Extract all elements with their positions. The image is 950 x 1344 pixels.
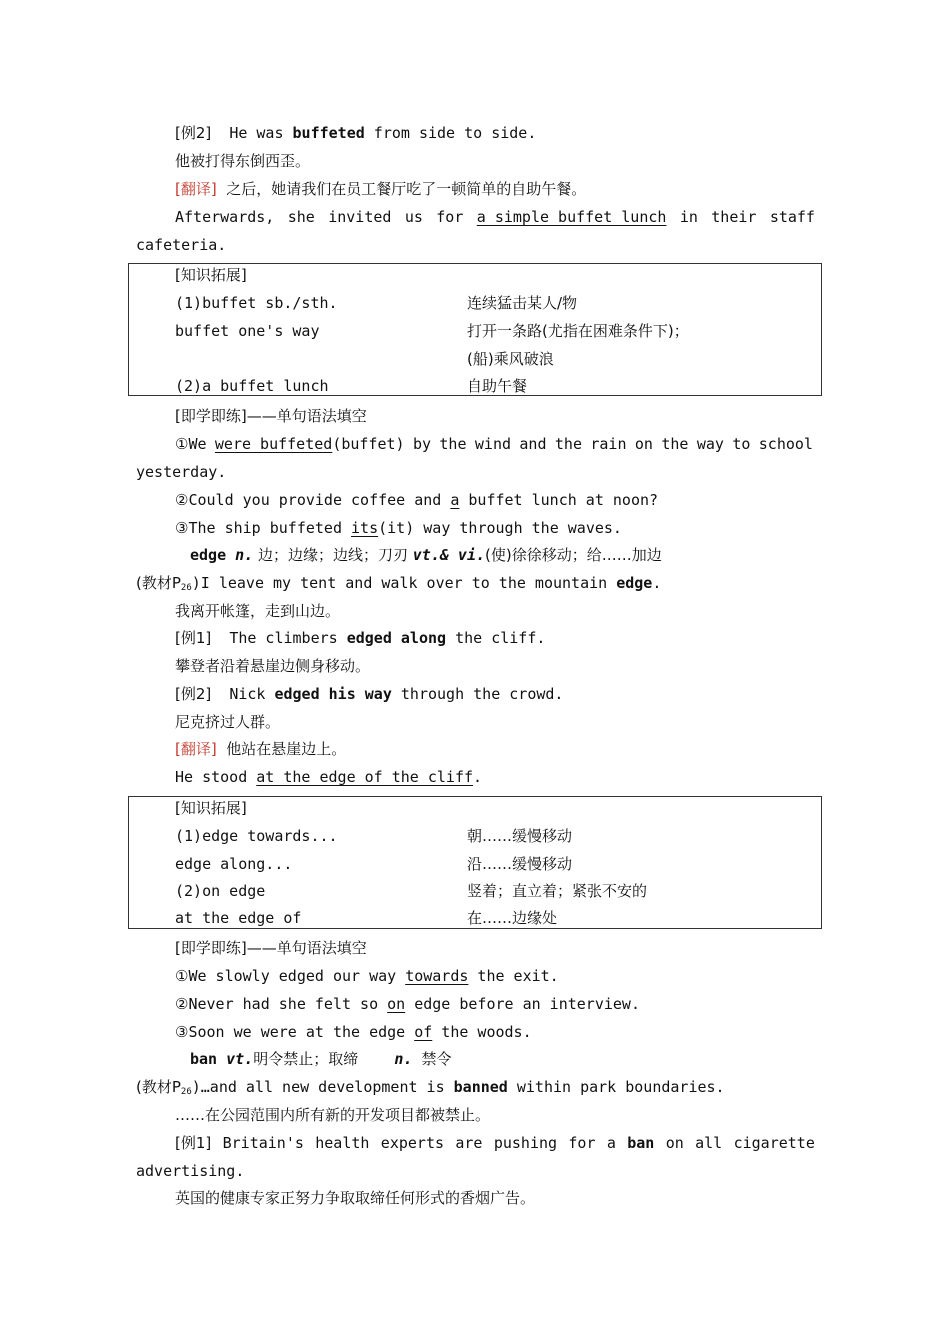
example-2-translation: 他被打得东倒西歪。	[175, 152, 311, 170]
knowledge-zh: 沿……缓慢移动	[467, 855, 573, 873]
example-2-translation: 尼克挤过人群。	[175, 713, 281, 731]
part-of-speech: vt.	[226, 1050, 254, 1068]
textbook-sentence: (教材$P_{26})\dots and$ all new development is banned within park boundaries.	[136, 1078, 725, 1097]
answer-underlined: towards	[405, 967, 469, 985]
translate-answer-line: He stood at the edge of the cliff.	[175, 768, 483, 786]
knowledge-zh: 连续猛击某人/物	[467, 294, 578, 312]
answer-underlined: of	[414, 1023, 433, 1041]
practice-q1-line-2: yesterday.	[136, 463, 227, 481]
example-1-line: [例1] The climbers edged along the cliff.	[175, 629, 546, 647]
knowledge-box	[128, 796, 822, 929]
part-of-speech: n.	[235, 546, 254, 564]
answer-underlined: were buffeted	[214, 435, 333, 453]
practice-q1: ①We slowly edged our way towards the exit.	[175, 967, 559, 985]
headword-ban: ban vt.明令禁止；取缔 n. 禁令	[190, 1050, 452, 1068]
headword-edge: edge n. 边；边缘；边线；刀刃 vt.& vi.(使)徐徐移动；给……加边	[190, 546, 662, 564]
knowledge-en: at the edge of	[175, 909, 302, 927]
textbook-sentence: (教材$P_{26})I$ leave my tent and walk over to the mountain edge.	[136, 574, 662, 593]
knowledge-en: (1)edge towards...	[175, 827, 338, 845]
knowledge-zh: (船)乘风破浪	[467, 350, 554, 368]
answer-underlined: its	[351, 519, 379, 537]
example-1-translation: 英国的健康专家正努力争取取缔任何形式的香烟广告。	[175, 1189, 536, 1207]
knowledge-en: (1)buffet sb./sth.	[175, 294, 338, 312]
answer-underlined: a simple buffet lunch	[476, 208, 667, 226]
example-1-translation: 攀登者沿着悬崖边侧身移动。	[175, 657, 371, 675]
translate-label: [翻译]	[175, 180, 217, 198]
practice-title: [即学即练]——单句语法填空	[175, 407, 367, 425]
keyword: edged his way	[274, 685, 392, 703]
practice-q3: ③Soon we were at the edge of the woods.	[175, 1023, 532, 1041]
headword: edge	[190, 546, 227, 564]
example-1-line-2: advertising.	[136, 1162, 245, 1180]
example-label: [例1]	[175, 629, 212, 647]
example-label: [例2]	[175, 685, 212, 703]
practice-title: [即学即练]——单句语法填空	[175, 939, 367, 957]
knowledge-zh: 竖着；直立着；紧张不安的	[467, 882, 648, 900]
part-of-speech: vt.& vi.	[412, 546, 486, 564]
translate-answer-line: Afterwards, she invited us for a simple buffet lunch in their staff	[175, 208, 815, 226]
knowledge-title: [知识拓展]	[175, 799, 247, 817]
textbook-translation: 我离开帐篷，走到山边。	[175, 602, 341, 620]
knowledge-en: (2)a buffet lunch	[175, 377, 329, 395]
knowledge-en: buffet one's way	[175, 322, 320, 340]
practice-q2: ②Never had she felt so on edge before an interview.	[175, 995, 640, 1013]
knowledge-title: [知识拓展]	[175, 266, 247, 284]
translate-task: [翻译] 他站在悬崖边上。	[175, 740, 347, 758]
translate-answer-line-2: cafeteria.	[136, 236, 227, 254]
textbook-translation: ……在公园范围内所有新的开发项目都被禁止。	[175, 1106, 491, 1124]
keyword: banned	[453, 1078, 508, 1096]
example-label: [例2]	[175, 124, 212, 142]
keyword: edged along	[346, 629, 447, 647]
practice-q3: ③The ship buffeted its(it) way through the waves.	[175, 519, 622, 537]
knowledge-zh: 打开一条路(尤指在困难条件下)；	[467, 322, 689, 340]
keyword: ban	[627, 1134, 655, 1152]
practice-q1: ①We were buffeted(buffet) by the wind and the rain on the way to school	[175, 435, 813, 453]
knowledge-en: edge along...	[175, 855, 293, 873]
translate-label: [翻译]	[175, 740, 217, 758]
part-of-speech: n.	[394, 1050, 413, 1068]
keyword: edge	[616, 574, 653, 592]
knowledge-zh: 朝……缓慢移动	[467, 827, 573, 845]
knowledge-box	[128, 263, 822, 396]
keyword: buffeted	[292, 124, 365, 142]
knowledge-zh: 在……边缘处	[467, 909, 558, 927]
example-2-line: [例2] He was buffeted from side to side.	[175, 124, 537, 142]
practice-q2: ②Could you provide coffee and a buffet lunch at noon?	[175, 491, 659, 509]
example-1-line: [例1] Britain's health experts are pushing for a ban on all cigarette	[175, 1134, 815, 1152]
translate-task: [翻译] 之后，她请我们在员工餐厅吃了一顿简单的自助午餐。	[175, 180, 587, 198]
answer-underlined: at the edge of the cliff	[256, 768, 474, 786]
knowledge-en: (2)on edge	[175, 882, 266, 900]
example-label: [例1]	[175, 1134, 212, 1152]
headword: ban	[190, 1050, 218, 1068]
example-2-line: [例2] Nick edged his way through the crowd.	[175, 685, 564, 703]
knowledge-zh: 自助午餐	[467, 377, 528, 395]
answer-underlined: a	[450, 491, 460, 509]
answer-underlined: on	[387, 995, 406, 1013]
